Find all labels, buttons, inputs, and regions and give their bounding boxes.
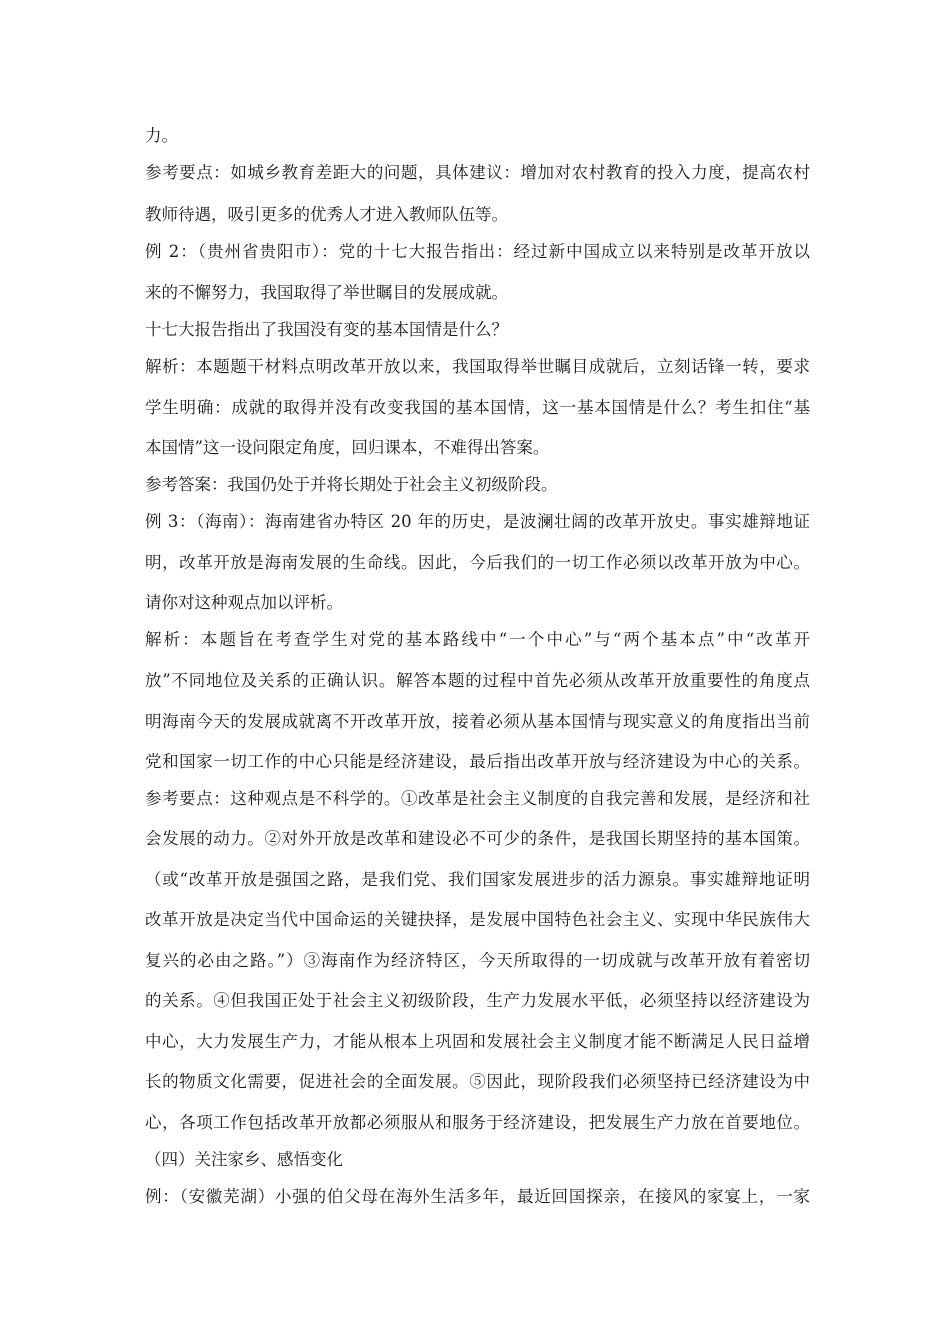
section-heading: （四）关注家乡、感悟变化 [145, 1150, 343, 1169]
text-line: 参考要点：这种观点是不科学的。①改革是社会主义制度的自我完善和发展，是经济和社 [145, 789, 810, 808]
text-line: 改革开放是决定当代中国命运的关键抉择，是发展中国特色社会主义、实现中华民族伟大 [145, 910, 810, 929]
text-line: 会发展的动力。②对外开放是改革和建设必不可少的条件，是我国长期坚持的基本国策。 [145, 829, 810, 848]
text-line: 中心，大力发展生产力，才能从根本上巩固和发展社会主义制度才能不断满足人民日益增 [145, 1032, 810, 1051]
text-line: 例 2：（贵州省贵阳市）：党的十七大报告指出：经过新中国成立以来特别是改革开放以 [145, 242, 810, 261]
text-line: 长的物质文化需要，促进社会的全面发展。⑤因此，现阶段我们必须坚持已经济建设为中 [145, 1072, 810, 1091]
text-line: 明海南今天的发展成就离不开改革开放，接着必须从基本国情与现实意义的角度指出当前 [145, 712, 810, 731]
text-line: 参考要点：如城乡教育差距大的问题，具体建议：增加对农村教育的投入力度，提高农村 [145, 163, 810, 182]
text-line: 解析：本题题干材料点明改革开放以来，我国取得举世瞩目成就后，立刻话锋一转，要求 [145, 357, 810, 376]
text-line: 请你对这种观点加以评析。 [145, 593, 343, 612]
text-line: 解析：本题旨在考查学生对党的基本路线中“一个中心”与“两个基本点”中“改革开 [145, 630, 810, 649]
text-line: 来的不懈努力，我国取得了举世瞩目的发展成就。 [145, 283, 508, 302]
text-line: 例：（安徽芜湖）小强的伯父母在海外生活多年，最近回国探亲，在接风的家宴上，一家 [145, 1187, 810, 1206]
text-line: 放”不同地位及关系的正确认识。解答本题的过程中首先必须从改革开放重要性的角度点 [145, 671, 810, 690]
text-line: 力。 [145, 126, 178, 145]
text-line: 心，各项工作包括改革开放都必须服从和服务于经济建设，把发展生产力放在首要地位。 [145, 1113, 810, 1132]
text-line: 复兴的必由之路。”）③海南作为经济特区，今天所取得的一切成就与改革开放有着密切 [145, 951, 810, 970]
text-line: 明，改革开放是海南发展的生命线。因此，今后我们的一切工作必须以改革开放为中心。 [145, 553, 810, 572]
text-line: 本国情”这一设问限定角度，回归课本，不难得出答案。 [145, 438, 550, 457]
text-line: 例 3：（海南）：海南建省办特区 20 年的历史，是波澜壮阔的改革开放史。事实雄辩地证 [145, 512, 810, 531]
text-line: 学生明确：成就的取得并没有改变我国的基本国情，这一基本国情是什么？考生扣住“基 [145, 398, 810, 417]
text-line: 教师待遇，吸引更多的优秀人才进入教师队伍等。 [145, 205, 508, 224]
text-line: 的关系。④但我国正处于社会主义初级阶段，生产力发展水平低，必须坚持以经济建设为 [145, 991, 810, 1010]
text-line: 十七大报告指出了我国没有变的基本国情是什么？ [145, 320, 508, 339]
text-line: （或“改革开放是强国之路，是我们党、我们国家发展进步的活力源泉。事实雄辩地证明 [145, 870, 810, 889]
text-line: 参考答案：我国仍处于并将长期处于社会主义初级阶段。 [145, 475, 558, 494]
text-line: 党和国家一切工作的中心只能是经济建设，最后指出改革开放与经济建设为中心的关系。 [145, 752, 810, 771]
